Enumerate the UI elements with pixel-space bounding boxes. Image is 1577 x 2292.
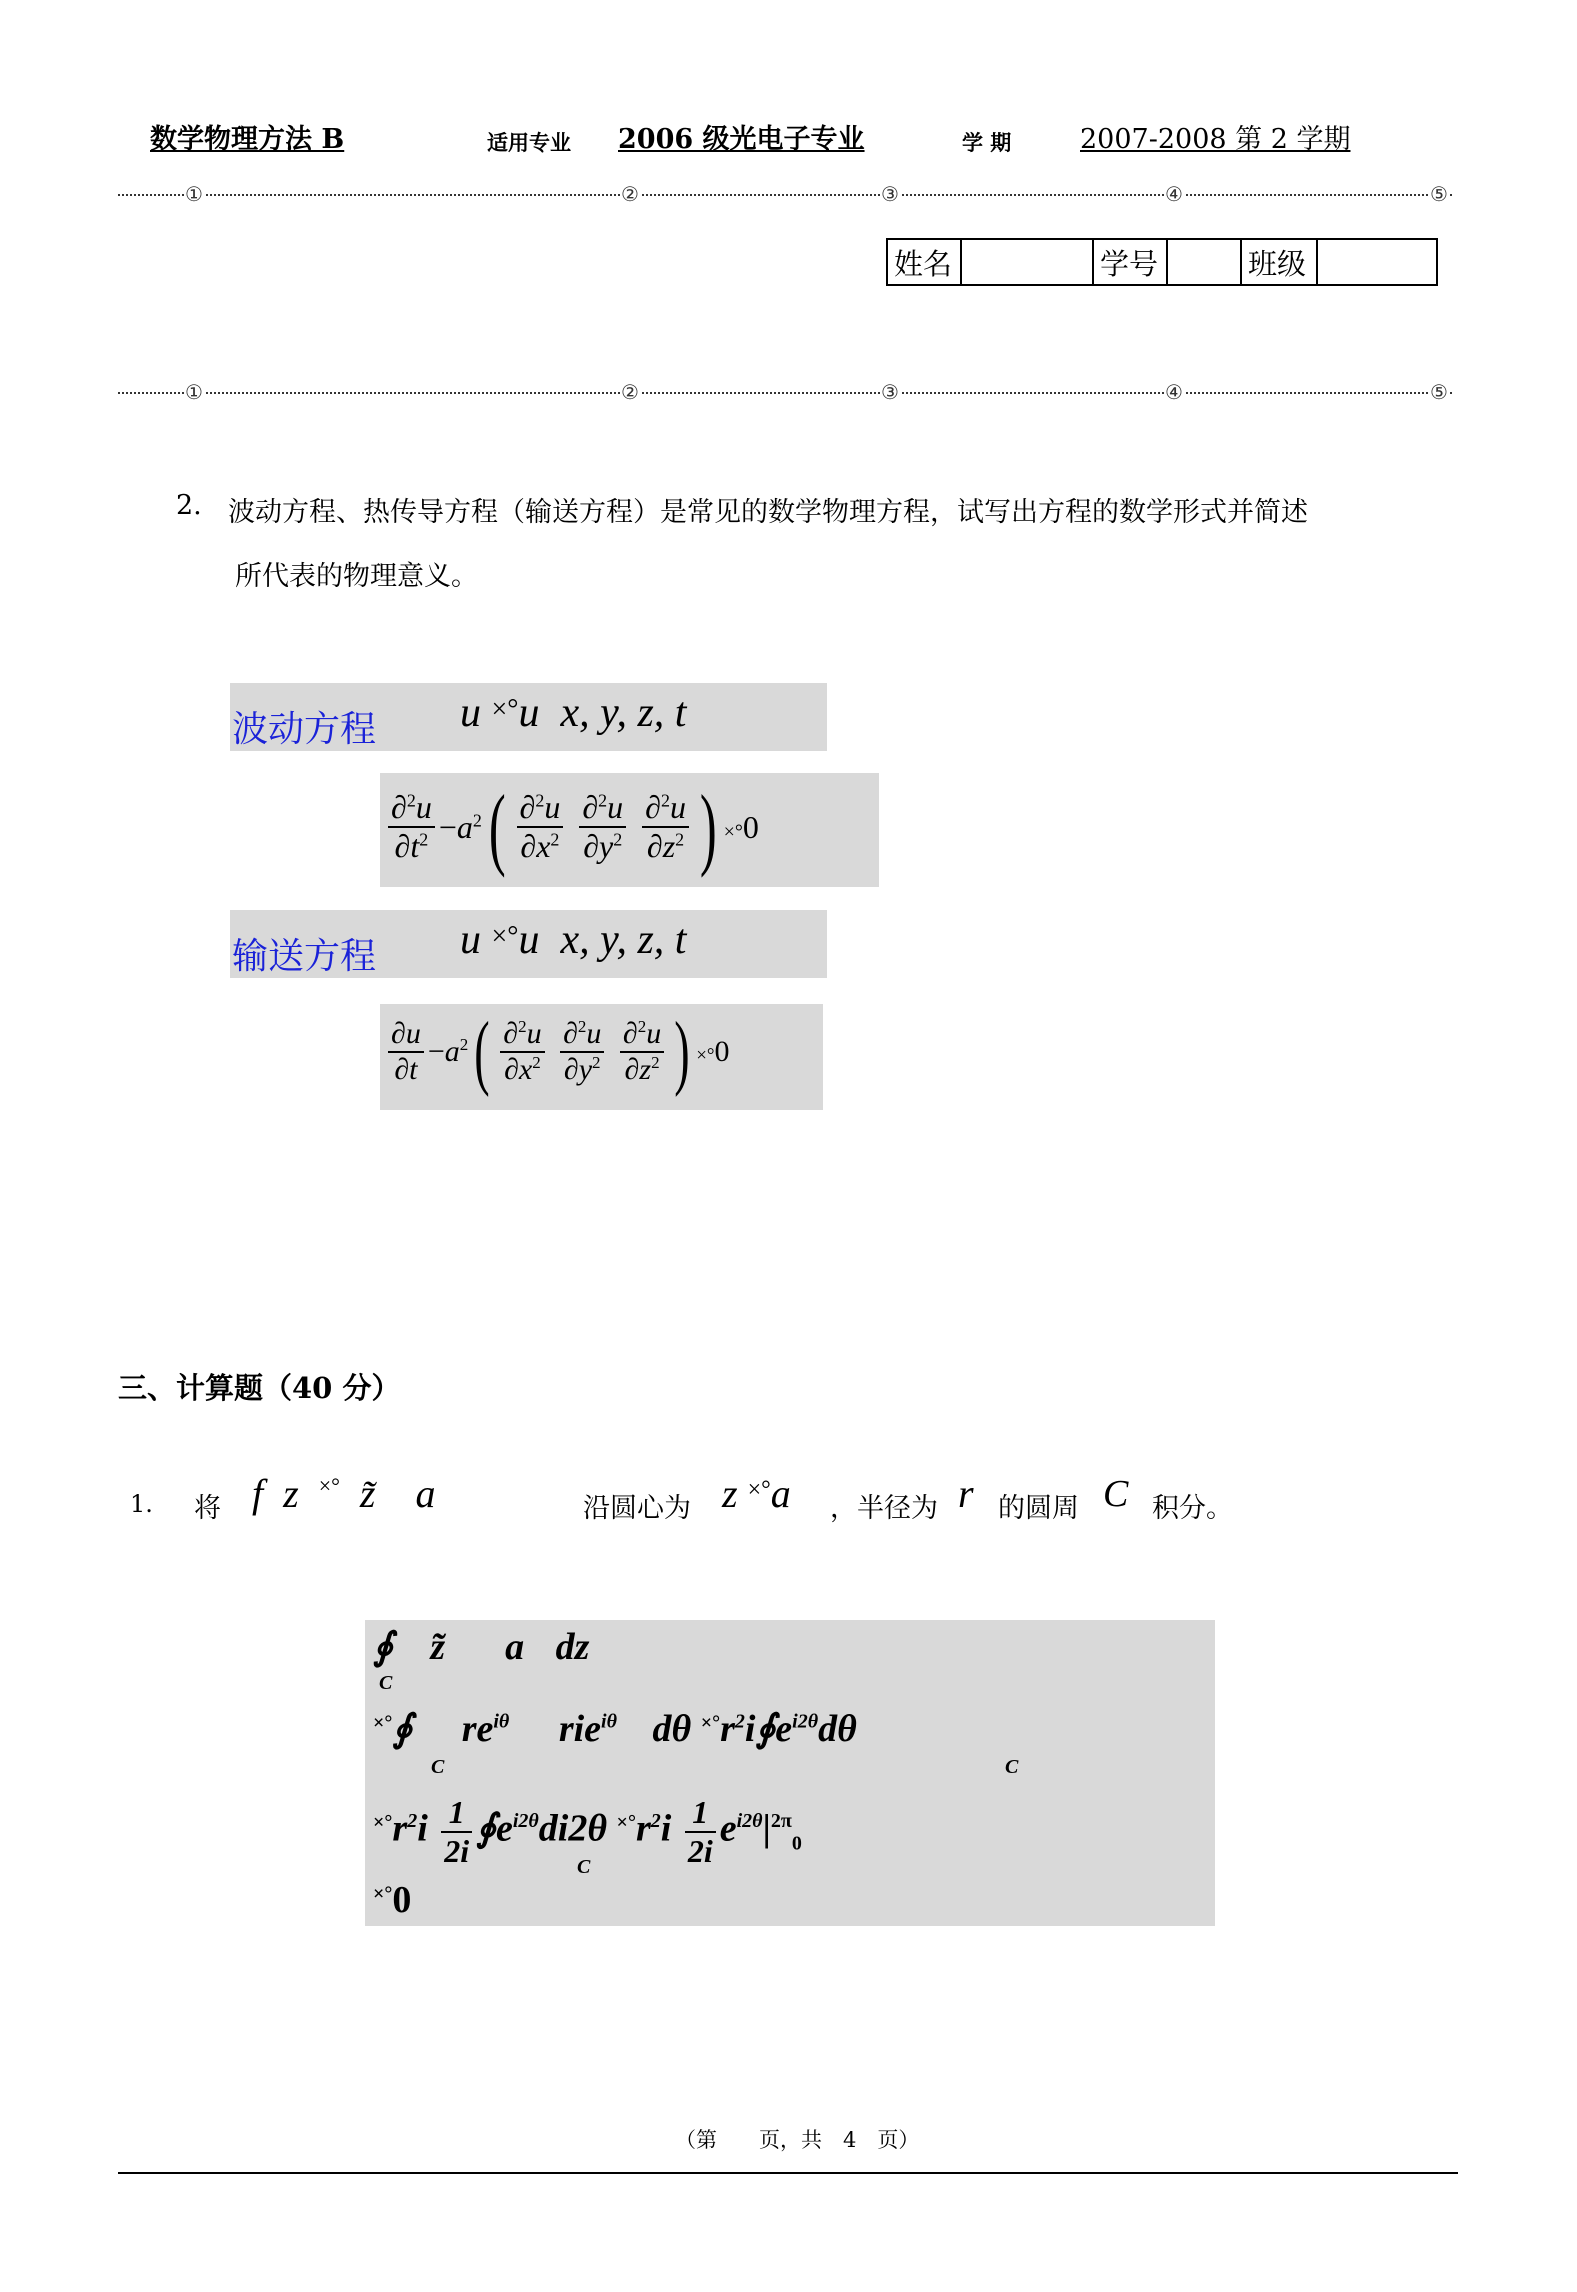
q3-1-function: f z ×° z̃ a [252, 1471, 436, 1516]
wave-equation: $\frac{\partial^2u}{\partial t^2}$ $-a^2$( $\frac{\partial^2u}{\partial x^2}$ $\frac{\partial^2u}{\partial y^2}$ $\frac{\partial^2u}{\partial z^2}$ ) ×°0 [380, 773, 879, 887]
transport-label: 输送方程 [232, 936, 377, 977]
cut-mark-3: ③ [881, 380, 899, 404]
q3-1-solution: ∮ z̃ a dz C ×°∮ $re^{i\theta}$ rie$^{i\theta}$ dθ $^{\times^\circ}r^2i∮e^{i2\theta}d\theta$ C C $^{\times^\circ}r^2i$ $\frac{1}{2i}$ $∮e^{i2\theta}di2\theta$ $^{\times^\circ}r^2i$ $\frac{1}{2i}$ $e^{i2\theta}|^{2\pi}_0$ C ×°0 [365, 1620, 1215, 1926]
wave-function: u ×°u x, y, z, t [460, 690, 687, 736]
q3-1-center: z ×°a [722, 1471, 791, 1516]
cut-mark-4: ④ [1165, 182, 1183, 206]
q3-1-number: 1. [130, 1490, 153, 1518]
name-label: 姓名 [887, 239, 961, 285]
footer-rule [118, 2172, 1458, 2174]
cut-mark-4: ④ [1165, 380, 1183, 404]
student-no-label: 学号 [1093, 239, 1167, 285]
wave-header-box [230, 683, 827, 751]
major-value: 2006 级光电子专业 [618, 124, 865, 155]
q3-1-text-2: 沿圆心为 [583, 1493, 691, 1524]
transport-header-box [230, 910, 827, 978]
cut-mark-2: ② [621, 380, 639, 404]
q3-1-text-5: 积分。 [1152, 1493, 1233, 1524]
cut-line-bottom [118, 381, 1452, 405]
term-label: 学 期 [962, 130, 1012, 155]
q2-line1: 波动方程、热传导方程（输送方程）是常见的数学物理方程，试写出方程的数学形式并简述 [228, 497, 1308, 528]
cut-mark-1: ① [185, 380, 203, 404]
major-label: 适用专业 [487, 130, 571, 155]
transport-function: u ×°u x, y, z, t [460, 917, 687, 963]
cut-mark-5: ⑤ [1430, 182, 1448, 206]
q2-line2: 所代表的物理意义。 [235, 561, 478, 592]
q3-1-contour: C [1103, 1473, 1129, 1515]
cut-mark-1: ① [185, 182, 203, 206]
transport-equation: $\frac{\partial u}{\partial t}$ $-a^2$( $\frac{\partial^2u}{\partial x^2}$ $\frac{\partial^2u}{\partial y^2}$ $\frac{\partial^2u}{\partial z^2}$ ) ×°0 [380, 1004, 823, 1110]
q3-1-text-1: 将 [194, 1493, 221, 1524]
course-title: 数学物理方法 B [150, 124, 345, 155]
name-field[interactable] [961, 239, 1093, 285]
term-value: 2007-2008 第 2 学期 [1080, 124, 1351, 155]
q2-number: 2. [176, 490, 202, 521]
q3-1-text-3: ，半径为 [830, 1493, 938, 1524]
class-label: 班级 [1241, 239, 1317, 285]
q3-1-text-4: 的圆周 [998, 1493, 1079, 1524]
student-no-field[interactable] [1167, 239, 1241, 285]
wave-label: 波动方程 [232, 709, 377, 750]
cut-mark-5: ⑤ [1430, 380, 1448, 404]
section-3-title: 三、计算题（40 分） [118, 1371, 401, 1405]
cut-mark-2: ② [621, 182, 639, 206]
cut-line-top [118, 183, 1452, 207]
student-id-table [886, 238, 1438, 286]
cut-mark-3: ③ [881, 182, 899, 206]
page-footer: （第 页，共 4 页） [675, 2128, 920, 2152]
q3-1-radius: r [958, 1471, 974, 1516]
class-field[interactable] [1317, 239, 1437, 285]
